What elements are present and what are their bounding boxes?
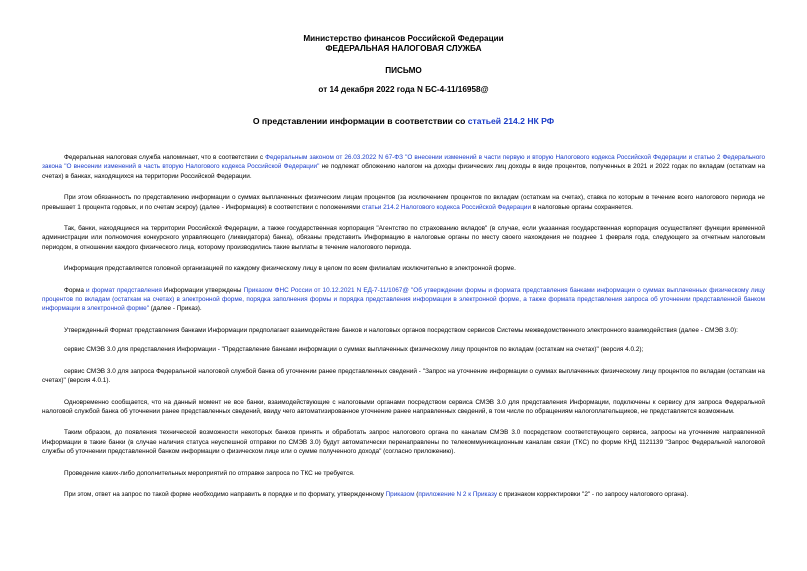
link-appendix-2[interactable]: приложение N 2 к Приказу xyxy=(418,490,498,498)
link-fns-order[interactable]: Приказом ФНС России от 10.12.2021 N ЕД-7-11/1067@ "Об утверждении формы и формата представления банками информации о суммах выплаченных физическому лицу процентов по вкладам (остаткам на счетах) в электронной форме, порядка заполнения формы и порядка представления информации в электронной форме, а также формата представления запроса об уточнении представленной банком информации в электронной форме" xyxy=(42,286,765,313)
paragraph-3: Так, банки, находящиеся на территории Российской Федерации, а также государственная корпорация "Агентство по страхованию вкладов" (в случае, если указанная государственная корпорация осуществляет функции временной администрации или полномочия конкурсного управляющего (ликвидатора) банка), обязаны представить Информацию в налоговые органы по месту своего нахождения не позднее 1 февраля года, следующего за отчетным налоговым периодом, в отношении каждого физического лица, которому производились такие выплаты в течение налогового периода. xyxy=(42,225,765,251)
paragraph-4: Информация представляется головной организацией по каждому физическому лицу в целом по всем филиалам исключительно в электронной форме. xyxy=(64,265,516,273)
paragraph-5 xyxy=(42,286,765,314)
paragraph-text: не подлежат обложению налогом на доходы физических лиц доходы в виде процентов, полученных в 2021 и 2022 годах по вкладам (остаткам на счетах) в банках, находящихся на территории Российской Федерации. xyxy=(42,163,765,180)
document-type: ПИСЬМО xyxy=(385,66,422,75)
paragraph-text: (далее - Приказ). xyxy=(149,305,202,313)
ministry-name: Министерство финансов Российской Федерации xyxy=(303,34,504,43)
paragraph-2 xyxy=(42,193,765,212)
paragraph-12 xyxy=(42,490,765,499)
title-text: О представлении информации в соответствии со xyxy=(252,116,468,126)
paragraph-text: с признаком корректировки "2" - по запросу налогового органа). xyxy=(497,490,689,498)
link-submission-format[interactable]: формат представления xyxy=(91,286,162,294)
paragraph-1 xyxy=(42,153,765,181)
paragraph-text: в налоговые органы сохраняется. xyxy=(531,203,633,211)
paragraph-6: Утвержденный Формат представления банками Информации предполагает взаимодействие банков и налоговых органов посредством сервисов Системы межведомственного электронного взаимодействия (далее - СМЭВ 3.0): xyxy=(64,326,738,334)
paragraph-text: Информации утверждены xyxy=(161,286,244,294)
paragraph-text: ( xyxy=(414,490,419,498)
link-article-214-2-tax-code[interactable]: статьи 214.2 Налогового кодекса Российской Федерации xyxy=(362,203,532,211)
title-link-article-214-2[interactable]: статьей 214.2 НК РФ xyxy=(467,116,555,126)
paragraph-7: сервис СМЭВ 3.0 для представления Информации - "Представление банками информации о суммах выплаченных физическому лицу процентов по вкладам (остаткам на счетах)" (версия 4.0.2); xyxy=(64,346,644,354)
document-title xyxy=(42,116,765,127)
paragraph-10: Таким образом, до появления технической возможности некоторых банков принять и обработать запрос налогового органа по каналам СМЭВ 3.0 посредством соответствующего сервиса, запросы на уточнение направленной Информации в такие банки (в случае наличия статуса неуспешной отправки по СМЭВ 3.0) будут автоматически перенаправлены по телекоммуникационным каналам связи (ТКС) по форме КНД 1121139 "Запрос Федеральной налоговой службы об уточнении представленной банком информации о физическом лице или о сумме полученного дохода" (согласно приложению). xyxy=(42,429,765,456)
document-date-number: от 14 декабря 2022 года N БС-4-11/16958@ xyxy=(318,85,489,94)
service-name: ФЕДЕРАЛЬНАЯ НАЛОГОВАЯ СЛУЖБА xyxy=(325,44,482,53)
paragraph-text: Форма xyxy=(64,286,87,294)
paragraph-8: сервис СМЭВ 3.0 для запроса Федеральной налоговой службой банка об уточнении ранее представленных сведений - "Запрос на уточнение информации о суммах выплаченных физическому лицу процентов по вкладам (остаткам на счетах)" (версия 4.0.1). xyxy=(42,367,765,385)
paragraph-text: При этом обязанность по представлению информации о суммах выплаченных физическим лицам процентов (за исключением процентов по вкладам (остаткам на счетах), ставка по которым в течение всего налогового периода не превышает 1 процента годовых, и по счетам эскроу) (далее - Информация) в соответствии с положениями xyxy=(42,194,765,211)
link-federal-law-67-fz[interactable]: Федеральным законом от 26.03.2022 N 67-ФЗ "О внесении изменений в части первую и вторую Налогового кодекса Российской Федерации и статью 2 Федерального закона "О внесении изменений в часть вторую Налогового кодекса Российской Федерации" xyxy=(42,154,765,171)
paragraph-9: Одновременно сообщается, что на данный момент не все банки, взаимодействующие с налоговыми органами посредством сервиса СМЭВ 3.0 для представления Информации, подключены к сервису для запроса Федеральной налоговой службой банка об уточнении ранее представленных сведений, ввиду чего автоматизированное уточнение ранее направленных сведений, в том числе по обращениям налогоплательщиков, не представляется возможным. xyxy=(42,398,765,415)
document-body xyxy=(42,153,765,499)
paragraph-11: Проведение каких-либо дополнительных мероприятий по отправке запроса по ТКС не требуется. xyxy=(64,469,355,477)
link-order[interactable]: Приказом xyxy=(385,490,415,498)
paragraph-text: Федеральная налоговая служба напоминает, что в соответствии с xyxy=(64,154,266,161)
paragraph-text: При этом, ответ на запрос по такой форме необходимо направить в порядке и по формату, утвержденному xyxy=(64,490,386,498)
link-form[interactable]: и xyxy=(86,286,90,294)
